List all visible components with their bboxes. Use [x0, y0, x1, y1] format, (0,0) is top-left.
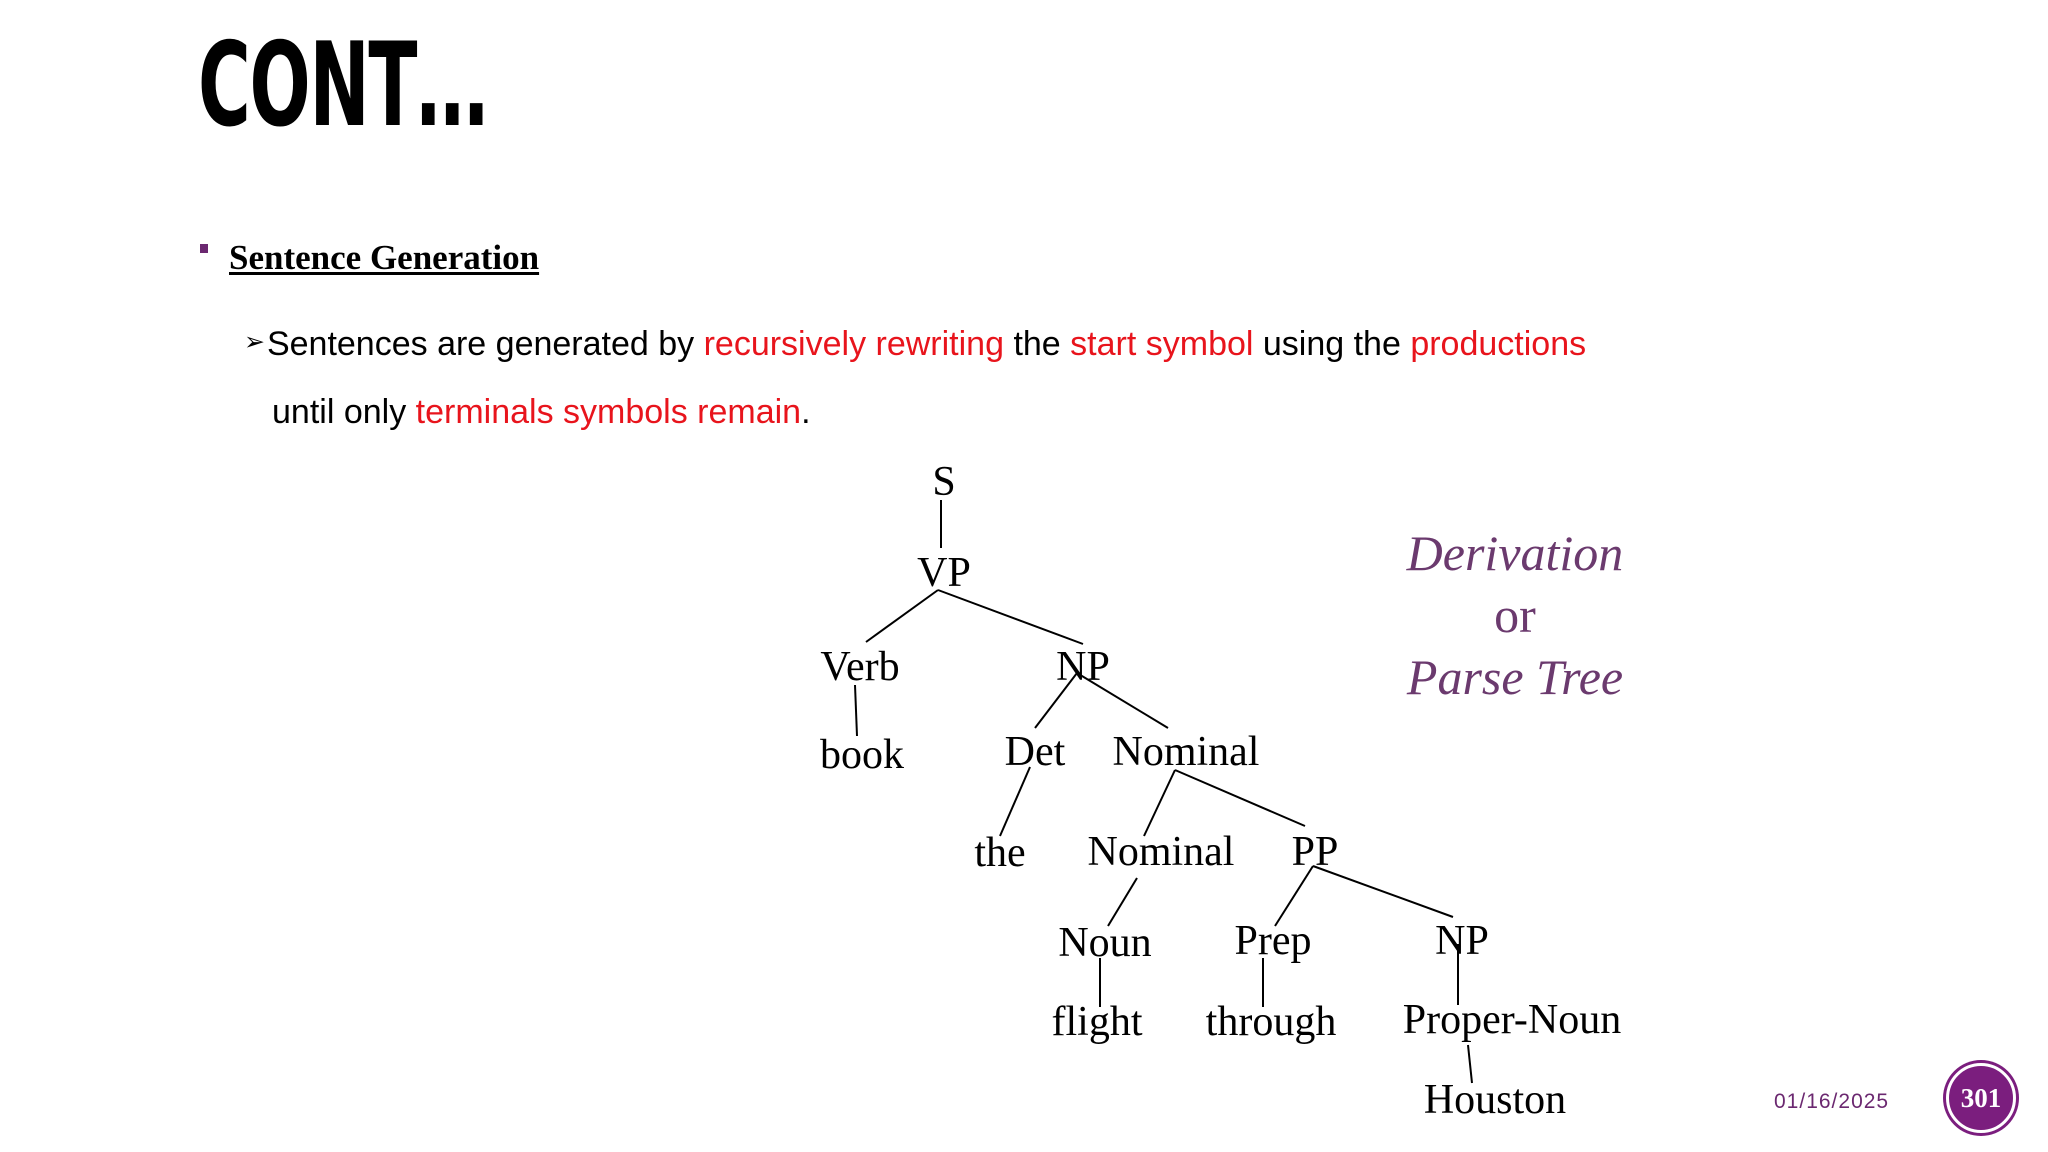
- page-number-badge: 301: [1946, 1063, 2016, 1133]
- slide-title: CONT…: [198, 18, 487, 153]
- tree-edge: [938, 590, 1083, 644]
- highlight-recursively-rewriting: recursively rewriting: [703, 325, 1004, 363]
- tree-edge: [1144, 770, 1175, 836]
- tree-node-houston: Houston: [1423, 1077, 1567, 1123]
- highlight-productions: productions: [1410, 325, 1587, 363]
- tree-caption: [1380, 522, 1650, 708]
- tree-node-vp: VP: [917, 550, 971, 596]
- text-segment: using the: [1253, 325, 1411, 363]
- text-segment: the: [1004, 325, 1071, 363]
- tree-node-noun: Noun: [1058, 920, 1152, 966]
- tree-node-through: through: [1205, 999, 1337, 1045]
- tree-node-det: Det: [1004, 729, 1066, 775]
- tree-node-flight: flight: [1051, 999, 1143, 1045]
- highlight-terminals: terminals symbols remain: [415, 393, 802, 431]
- tree-node-proper-noun: Proper-Noun: [1402, 997, 1622, 1043]
- tree-node-verb: Verb: [820, 644, 900, 690]
- tree-node-nominal: Nominal: [1087, 829, 1235, 875]
- arrow-bullet-icon: ➢: [244, 328, 265, 356]
- caption-or: or: [1494, 587, 1536, 643]
- tree-edge: [1108, 878, 1137, 926]
- text-segment: .: [801, 393, 811, 431]
- tree-edge: [1175, 770, 1305, 826]
- tree-node-book: book: [820, 732, 904, 778]
- text-segment: until only: [272, 393, 416, 431]
- caption-parse-tree: Parse Tree: [1406, 649, 1624, 705]
- caption-derivation: Derivation: [1406, 525, 1624, 581]
- tree-node-nominal: Nominal: [1112, 729, 1260, 775]
- highlight-start-symbol: start symbol: [1070, 325, 1254, 363]
- text-segment: Sentences are generated by: [266, 325, 704, 363]
- tree-node-pp: PP: [1291, 829, 1339, 875]
- tree-node-prep: Prep: [1234, 918, 1312, 964]
- footer-date: 01/16/2025: [1774, 1090, 1890, 1113]
- section-heading: Sentence Generation: [229, 238, 540, 277]
- tree-node-s: S: [932, 459, 956, 505]
- tree-node-the: the: [974, 830, 1026, 876]
- tree-edge: [1275, 866, 1313, 926]
- tree-node-np: NP: [1435, 918, 1489, 964]
- tree-node-np: NP: [1056, 644, 1110, 690]
- tree-edge: [1000, 767, 1030, 836]
- tree-edge: [855, 685, 857, 736]
- tree-edge: [866, 590, 938, 642]
